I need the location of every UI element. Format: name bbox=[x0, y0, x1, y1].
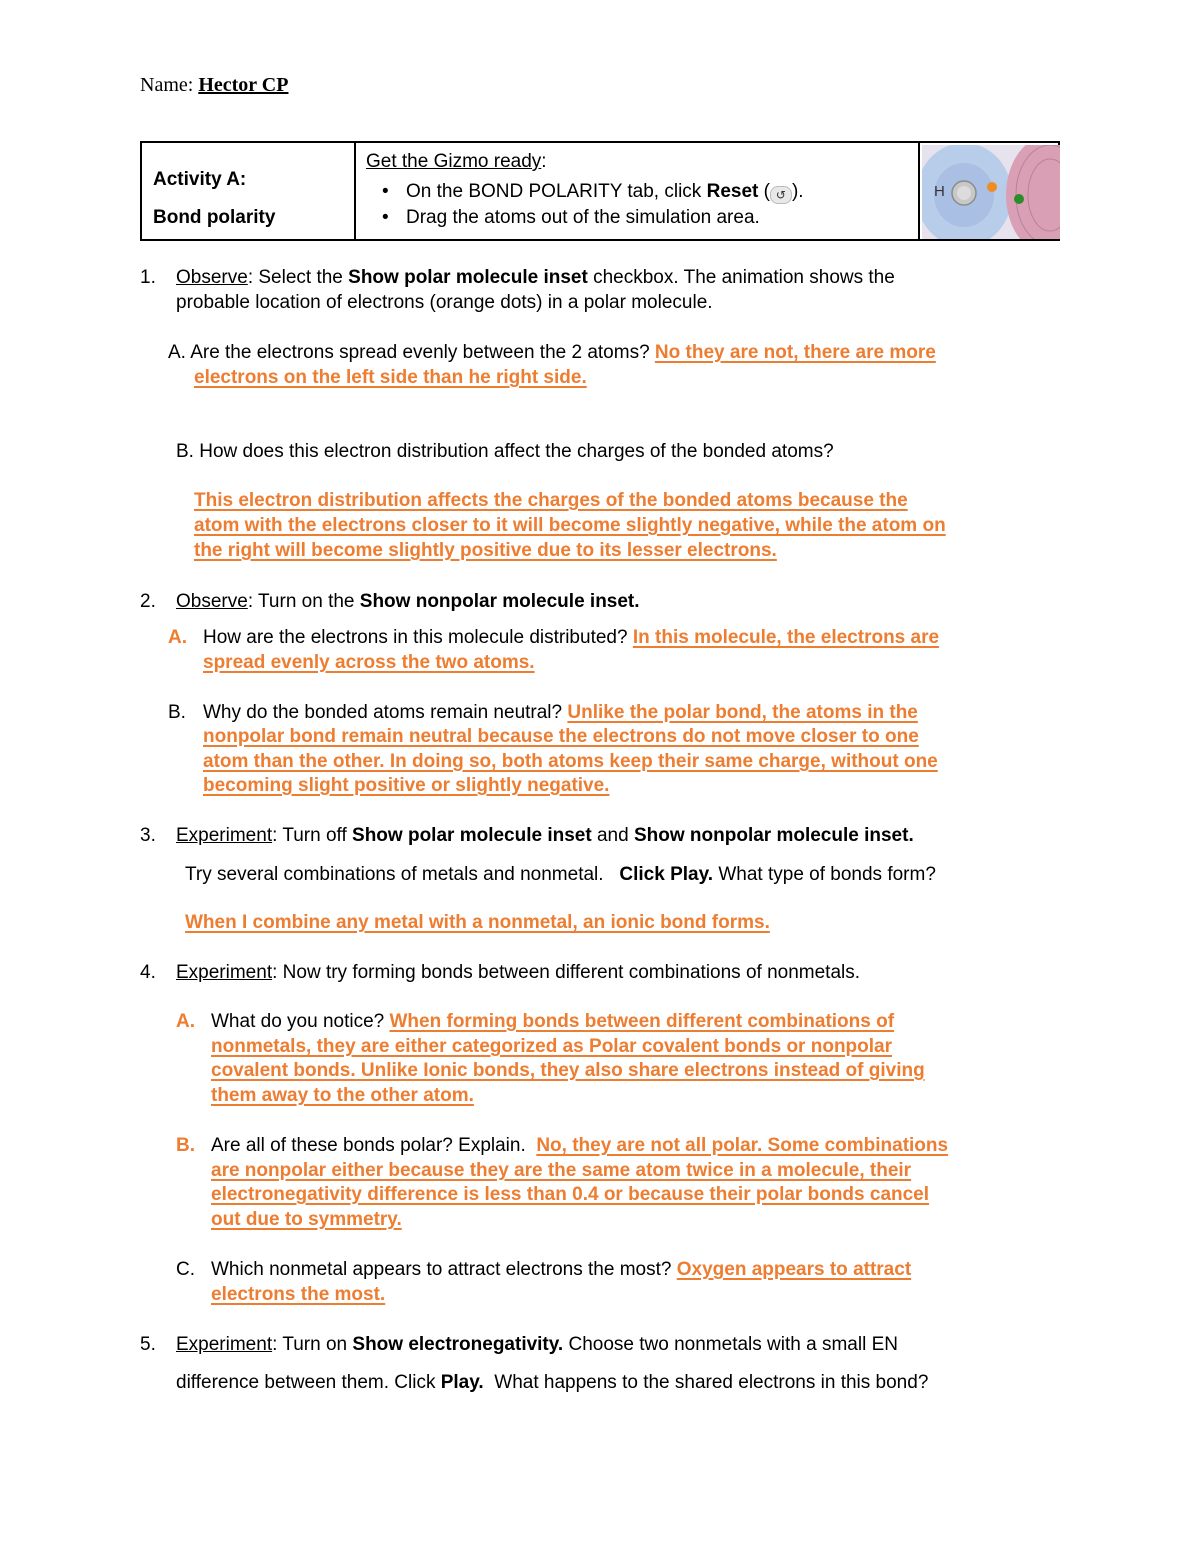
q1a-answer: No they are not, there are more bbox=[654, 342, 936, 363]
q2a: How are the electrons in this molecule distributed? In this molecule, the electrons are bbox=[203, 627, 940, 648]
activity-subtitle: Bond polarity bbox=[153, 207, 276, 228]
step-drag: • Drag the atoms out of the simulation area. bbox=[382, 207, 760, 228]
student-name: Hector CP bbox=[198, 74, 289, 96]
q4a: What do you notice? When forming bonds between different combinations of bbox=[211, 1011, 895, 1032]
name-line bbox=[140, 74, 288, 97]
q4b-answer: No, they are not all polar. Some combinations bbox=[536, 1135, 949, 1156]
activity-title: Activity A: bbox=[153, 169, 247, 190]
q4c: Which nonmetal appears to attract electrons the most? Oxygen appears to attract bbox=[211, 1259, 912, 1280]
step-reset: • On the BOND POLARITY tab, click Reset ( ↺ ). bbox=[382, 181, 804, 202]
q4-number: 4. bbox=[140, 962, 156, 983]
q2b-answer: Unlike the polar bond, the atoms in the bbox=[567, 702, 918, 723]
activity-title-cell bbox=[141, 142, 355, 240]
q5-line1: Experiment: Turn on Show electronegativity. Choose two nonmetals with a small EN bbox=[176, 1334, 898, 1355]
bond-polarity-image bbox=[922, 145, 1060, 239]
q5-number: 5. bbox=[140, 1334, 156, 1355]
hydrogen-label: H bbox=[934, 183, 945, 200]
q2-number: 2. bbox=[140, 591, 156, 612]
q4a-answer: When forming bonds between different combinations of bbox=[389, 1011, 895, 1032]
q4c-answer: Oxygen appears to attract bbox=[676, 1259, 912, 1280]
q4-line1: Experiment: Now try forming bonds between different combinations of nonmetals. bbox=[176, 962, 861, 983]
reset-label: Reset bbox=[706, 181, 759, 202]
q4b: Are all of these bonds polar? Explain. No, they are not all polar. Some combinations bbox=[211, 1135, 949, 1156]
q1a: A. Are the electrons spread evenly between the 2 atoms? No they are not, there are more bbox=[168, 342, 936, 363]
q2-line1: Observe: Turn on the Show nonpolar molecule inset. bbox=[176, 591, 640, 612]
worksheet-page: Name: Hector CP Activity A: Bond polarity Get the Gizmo ready: • On the BOND POLARITY tab, click Reset ( ↺ ). • Drag the atoms out of the simulation area. H 1. Observe: Select the Show polar molecule inset checkbox. The animation shows the probable location of electrons (orange dots) in a polar molecule. A. Are the electrons spread evenly between the 2 atoms? No they are not, there are more electrons on the left side than he right side. B. How does this electron distribution affect the charges of the bonded atoms? This electron distribution affects the charges of the bonded atoms because the atom with the electrons closer to it will become slightly negative, while the atom on the right will become slightly positive due to its lesser electrons. 2. Observe: Turn on the Show nonpolar molecule inset. A. How are the electrons in this molecule distributed? In this molecule, the electrons are spread evenly across the two atoms. B. Why do the bonded atoms remain neutral? Unlike the polar bond, the atoms in the nonpolar bond remain neutral because the electrons do not move closer to one atom than the other. In doing so, both atoms keep their same charge, without one becoming slight positive or slightly negative. 3. Experiment: Turn off Show polar molecule inset and Show nonpolar molecule inset. Try several combinations of metals and nonmetal. Click Play. What type of bonds form? When I combine any metal with a nonmetal, an ionic bond forms. 4. Experiment: Now try forming bonds between different combinations of nonmetals. A. What do you notice? When forming bonds between different combinations of nonmetals, they are either categorized as Polar covalent bonds or nonpolar covalent bonds. Unlike Ionic bonds, they also share electrons instead of giving them away to the other atom. B. Are all of these bonds polar? Explain. No, they are not all polar. Some combinations are nonpolar either because they are the same atom twice in a molecule, their electronegativity difference is less than 0.4 or because their polar bonds cancel out due to symmetry. C. Which nonmetal appears to attract electrons the most? Oxygen appears to attract electrons the most. 5. Experiment: Turn on Show electronegativity. Choose two nonmetals with a small EN difference between them. Click Play. What happens to the shared electrons in this bond? bbox=[0, 0, 1200, 1553]
q2b: Why do the bonded atoms remain neutral? Unlike the polar bond, the atoms in the bbox=[203, 702, 918, 723]
activity-table bbox=[140, 141, 1060, 241]
q1b: B. How does this electron distribution affect the charges of the bonded atoms? bbox=[176, 441, 834, 462]
gizmo-ready-label: Get the Gizmo ready bbox=[366, 151, 542, 172]
reset-icon: ↺ bbox=[770, 186, 792, 204]
gizmo-image-cell bbox=[919, 142, 1059, 240]
q1-line1: Observe: Select the Show polar molecule inset checkbox. The animation shows the bbox=[176, 267, 895, 288]
gizmo-ready-cell: Get the Gizmo ready: • On the BOND POLARITY tab, click Reset ( ↺ ). • Drag the atoms out of the simulation area. bbox=[355, 142, 919, 240]
q3-answer: When I combine any metal with a nonmetal, an ionic bond forms. bbox=[185, 912, 770, 933]
q3-line2: Try several combinations of metals and nonmetal. Click Play. What type of bonds form? bbox=[185, 864, 936, 885]
q1-number: 1. bbox=[140, 267, 156, 288]
q1-line2: probable location of electrons (orange dots) in a polar molecule. bbox=[176, 292, 713, 313]
name-label: Name: bbox=[140, 74, 194, 96]
q5-line2: difference between them. Click Play. What happens to the shared electrons in this bond? bbox=[176, 1372, 929, 1393]
q1b-answer: This electron distribution affects the charges of the bonded atoms because the bbox=[194, 490, 908, 511]
q3-number: 3. bbox=[140, 825, 156, 846]
molecule-illustration bbox=[922, 145, 1060, 239]
q3-line1: Experiment: Turn off Show polar molecule inset and Show nonpolar molecule inset. bbox=[176, 825, 914, 846]
q2a-answer: In this molecule, the electrons are bbox=[632, 627, 940, 648]
